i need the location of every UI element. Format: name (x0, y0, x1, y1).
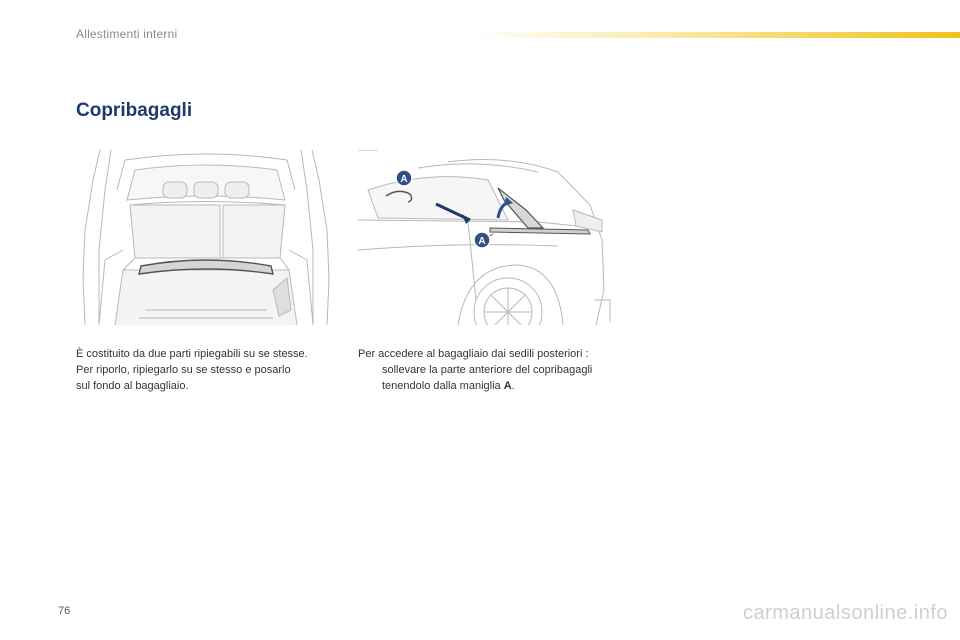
bullet-text-prefix: tenendolo dalla maniglia (382, 380, 504, 392)
callout-a-upper (396, 170, 412, 186)
section-title: Copribagagli (76, 100, 193, 121)
bullet-text-line: sollevare la parte anteriore del copribagagli (382, 364, 593, 376)
description-line: sul fondo al bagagliaio. (76, 380, 189, 392)
cover-description (76, 346, 346, 394)
car-side-illustration (358, 150, 614, 325)
trunk-interior-illustration (75, 150, 337, 325)
description-line: Per riporlo, ripiegarlo su se stesso e posarlo (76, 364, 291, 376)
watermark: carmanualsonline.info (742, 602, 948, 624)
bullet-text-suffix: . (511, 380, 515, 392)
header-accent-bar (470, 32, 960, 38)
page-number: 76 (58, 605, 71, 617)
access-instructions (358, 346, 638, 394)
svg-text:A: A (478, 236, 486, 247)
chapter-title: Allestimenti interni (76, 27, 178, 41)
bullet-marker-icon (358, 362, 382, 394)
bullet-text-line (382, 378, 592, 394)
callout-a-lower (474, 232, 493, 248)
svg-text:A: A (400, 174, 408, 185)
handle-label: A (503, 380, 512, 392)
description-line: È costituito da due parti ripiegabili su se stesse. (76, 348, 308, 360)
instruction-bullet (358, 362, 638, 394)
instructions-intro: Per accedere al bagagliaio dai sedili posteriori : (358, 348, 589, 360)
